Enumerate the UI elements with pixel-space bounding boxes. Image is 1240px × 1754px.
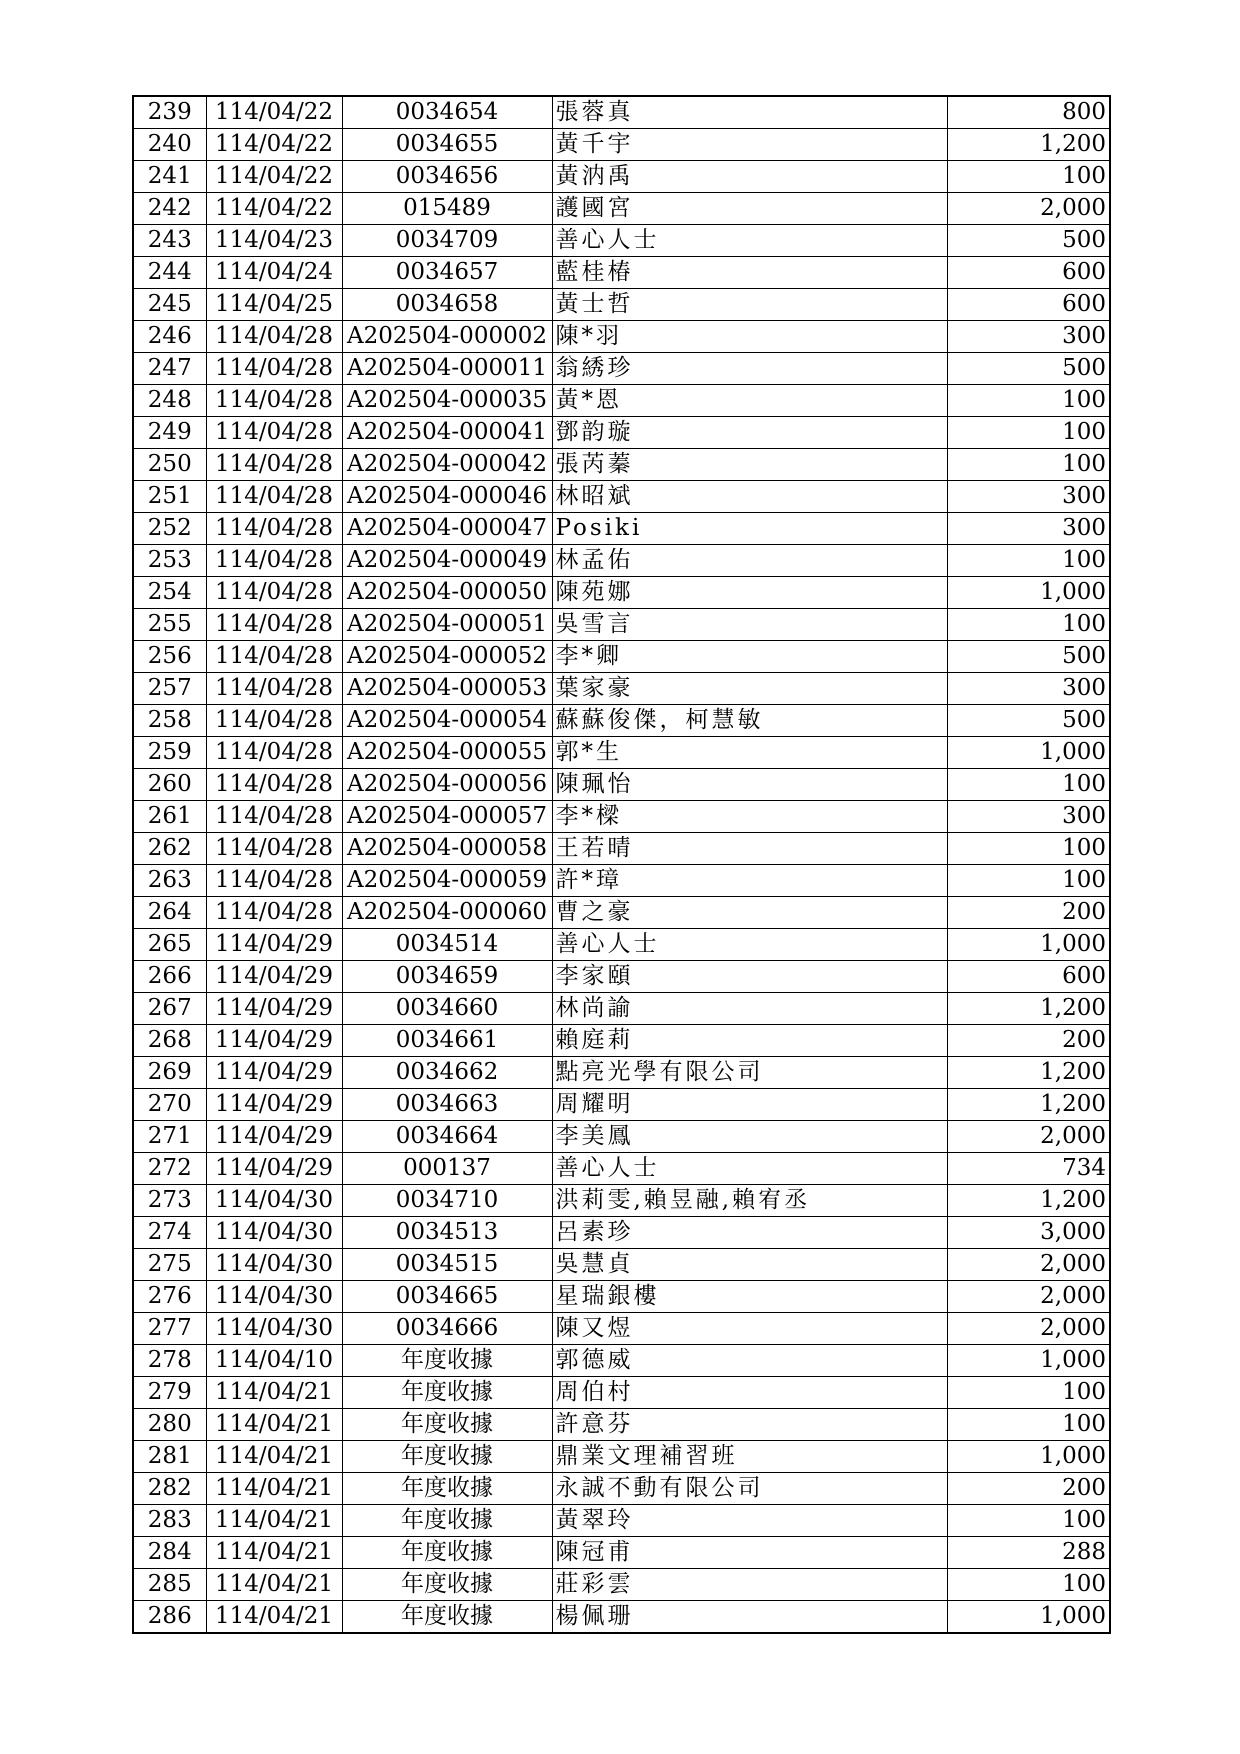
table-row <box>133 769 1110 801</box>
donor-name-cell: 黃翠玲 <box>552 1505 947 1537</box>
amount-cell: 300 <box>947 481 1110 513</box>
donor-name-cell: 許*璋 <box>552 865 947 897</box>
amount-cell: 1,000 <box>947 1601 1110 1634</box>
amount-cell: 1,000 <box>947 929 1110 961</box>
date-cell: 114/04/28 <box>206 737 342 769</box>
row-number-cell: 279 <box>133 1377 206 1409</box>
table-row <box>133 833 1110 865</box>
donor-name-cell: Posiki <box>552 513 947 545</box>
donor-name-cell: 陳*羽 <box>552 321 947 353</box>
date-cell: 114/04/28 <box>206 481 342 513</box>
donor-name-cell: 黃汭禹 <box>552 161 947 193</box>
date-cell: 114/04/21 <box>206 1441 342 1473</box>
amount-cell: 3,000 <box>947 1217 1110 1249</box>
row-number-cell: 242 <box>133 193 206 225</box>
receipt-number-cell: A202504-000054 <box>342 705 552 737</box>
donor-name-cell: 陳又煜 <box>552 1313 947 1345</box>
donor-name-cell: 善心人士 <box>552 929 947 961</box>
table-row <box>133 801 1110 833</box>
row-number-cell: 243 <box>133 225 206 257</box>
date-cell: 114/04/29 <box>206 1153 342 1185</box>
row-number-cell: 275 <box>133 1249 206 1281</box>
date-cell: 114/04/29 <box>206 1121 342 1153</box>
amount-cell: 100 <box>947 449 1110 481</box>
receipt-number-cell: 年度收據 <box>342 1537 552 1569</box>
amount-cell: 100 <box>947 609 1110 641</box>
amount-cell: 100 <box>947 161 1110 193</box>
table-row <box>133 449 1110 481</box>
receipt-number-cell: 0034660 <box>342 993 552 1025</box>
amount-cell: 1,000 <box>947 1345 1110 1377</box>
date-cell: 114/04/28 <box>206 673 342 705</box>
date-cell: 114/04/25 <box>206 289 342 321</box>
amount-cell: 100 <box>947 865 1110 897</box>
donor-name-cell: 莊彩雲 <box>552 1569 947 1601</box>
row-number-cell: 266 <box>133 961 206 993</box>
date-cell: 114/04/10 <box>206 1345 342 1377</box>
receipt-number-cell: A202504-000057 <box>342 801 552 833</box>
donor-name-cell: 護國宮 <box>552 193 947 225</box>
table-row <box>133 1409 1110 1441</box>
table-row <box>133 1217 1110 1249</box>
amount-cell: 2,000 <box>947 1281 1110 1313</box>
row-number-cell: 269 <box>133 1057 206 1089</box>
donor-name-cell: 呂素珍 <box>552 1217 947 1249</box>
date-cell: 114/04/29 <box>206 961 342 993</box>
row-number-cell: 273 <box>133 1185 206 1217</box>
row-number-cell: 260 <box>133 769 206 801</box>
row-number-cell: 258 <box>133 705 206 737</box>
table-row <box>133 897 1110 929</box>
table-row <box>133 1281 1110 1313</box>
row-number-cell: 270 <box>133 1089 206 1121</box>
amount-cell: 100 <box>947 385 1110 417</box>
amount-cell: 100 <box>947 1409 1110 1441</box>
donor-name-cell: 楊佩珊 <box>552 1601 947 1634</box>
date-cell: 114/04/21 <box>206 1601 342 1634</box>
amount-cell: 100 <box>947 417 1110 449</box>
amount-cell: 800 <box>947 96 1110 129</box>
amount-cell: 1,200 <box>947 1185 1110 1217</box>
donor-name-cell: 葉家豪 <box>552 673 947 705</box>
row-number-cell: 271 <box>133 1121 206 1153</box>
table-row <box>133 1249 1110 1281</box>
donor-name-cell: 翁綉珍 <box>552 353 947 385</box>
amount-cell: 1,200 <box>947 129 1110 161</box>
amount-cell: 200 <box>947 1025 1110 1057</box>
table-row <box>133 193 1110 225</box>
table-row <box>133 289 1110 321</box>
date-cell: 114/04/30 <box>206 1281 342 1313</box>
table-row <box>133 1313 1110 1345</box>
date-cell: 114/04/29 <box>206 1025 342 1057</box>
receipt-number-cell: 年度收據 <box>342 1409 552 1441</box>
donor-name-cell: 郭*生 <box>552 737 947 769</box>
date-cell: 114/04/21 <box>206 1473 342 1505</box>
date-cell: 114/04/28 <box>206 449 342 481</box>
amount-cell: 1,000 <box>947 1441 1110 1473</box>
row-number-cell: 263 <box>133 865 206 897</box>
receipt-number-cell: A202504-000002 <box>342 321 552 353</box>
receipt-number-cell: 年度收據 <box>342 1505 552 1537</box>
donor-name-cell: 鼎業文理補習班 <box>552 1441 947 1473</box>
donor-name-cell: 黃*恩 <box>552 385 947 417</box>
receipt-number-cell: A202504-000052 <box>342 641 552 673</box>
table-row <box>133 993 1110 1025</box>
receipt-number-cell: 0034513 <box>342 1217 552 1249</box>
receipt-number-cell: 0034662 <box>342 1057 552 1089</box>
date-cell: 114/04/22 <box>206 161 342 193</box>
donor-name-cell: 曹之豪 <box>552 897 947 929</box>
row-number-cell: 268 <box>133 1025 206 1057</box>
receipt-number-cell: A202504-000047 <box>342 513 552 545</box>
donor-name-cell: 星瑞銀樓 <box>552 1281 947 1313</box>
table-row <box>133 321 1110 353</box>
receipt-number-cell: 年度收據 <box>342 1441 552 1473</box>
table-row <box>133 673 1110 705</box>
amount-cell: 1,200 <box>947 993 1110 1025</box>
row-number-cell: 281 <box>133 1441 206 1473</box>
table-row <box>133 1569 1110 1601</box>
receipt-number-cell: 015489 <box>342 193 552 225</box>
date-cell: 114/04/21 <box>206 1537 342 1569</box>
donor-name-cell: 周伯村 <box>552 1377 947 1409</box>
date-cell: 114/04/22 <box>206 193 342 225</box>
receipt-number-cell: 0034658 <box>342 289 552 321</box>
date-cell: 114/04/28 <box>206 609 342 641</box>
donor-name-cell: 李*卿 <box>552 641 947 673</box>
donor-name-cell: 李*樑 <box>552 801 947 833</box>
donor-name-cell: 林尚諭 <box>552 993 947 1025</box>
receipt-number-cell: 年度收據 <box>342 1377 552 1409</box>
donor-name-cell: 黃千宇 <box>552 129 947 161</box>
table-row <box>133 353 1110 385</box>
amount-cell: 300 <box>947 321 1110 353</box>
donor-name-cell: 林昭斌 <box>552 481 947 513</box>
amount-cell: 2,000 <box>947 1121 1110 1153</box>
receipt-number-cell: A202504-000058 <box>342 833 552 865</box>
table-row <box>133 1377 1110 1409</box>
donor-name-cell: 李美鳳 <box>552 1121 947 1153</box>
date-cell: 114/04/29 <box>206 993 342 1025</box>
receipt-number-cell: 0034656 <box>342 161 552 193</box>
date-cell: 114/04/21 <box>206 1569 342 1601</box>
table-row <box>133 1057 1110 1089</box>
table-row <box>133 545 1110 577</box>
date-cell: 114/04/28 <box>206 385 342 417</box>
donor-name-cell: 陳苑娜 <box>552 577 947 609</box>
row-number-cell: 277 <box>133 1313 206 1345</box>
receipt-number-cell: A202504-000059 <box>342 865 552 897</box>
date-cell: 114/04/28 <box>206 705 342 737</box>
table-row <box>133 1345 1110 1377</box>
receipt-number-cell: 0034657 <box>342 257 552 289</box>
table-row <box>133 417 1110 449</box>
row-number-cell: 276 <box>133 1281 206 1313</box>
donor-name-cell: 賴庭莉 <box>552 1025 947 1057</box>
date-cell: 114/04/28 <box>206 577 342 609</box>
table-row <box>133 225 1110 257</box>
row-number-cell: 252 <box>133 513 206 545</box>
donor-name-cell: 吳慧貞 <box>552 1249 947 1281</box>
date-cell: 114/04/30 <box>206 1217 342 1249</box>
donor-name-cell: 張蓉真 <box>552 96 947 129</box>
table-row <box>133 161 1110 193</box>
date-cell: 114/04/30 <box>206 1185 342 1217</box>
table-row <box>133 577 1110 609</box>
amount-cell: 200 <box>947 897 1110 929</box>
date-cell: 114/04/23 <box>206 225 342 257</box>
row-number-cell: 240 <box>133 129 206 161</box>
donor-name-cell: 林孟佑 <box>552 545 947 577</box>
amount-cell: 100 <box>947 1569 1110 1601</box>
table-row <box>133 929 1110 961</box>
date-cell: 114/04/28 <box>206 833 342 865</box>
date-cell: 114/04/28 <box>206 545 342 577</box>
row-number-cell: 245 <box>133 289 206 321</box>
receipt-number-cell: 0034666 <box>342 1313 552 1345</box>
donor-name-cell: 蘇蘇俊傑，柯慧敏 <box>552 705 947 737</box>
donor-name-cell: 陳冠甫 <box>552 1537 947 1569</box>
table-row <box>133 385 1110 417</box>
row-number-cell: 249 <box>133 417 206 449</box>
date-cell: 114/04/22 <box>206 129 342 161</box>
row-number-cell: 285 <box>133 1569 206 1601</box>
row-number-cell: 261 <box>133 801 206 833</box>
amount-cell: 100 <box>947 1377 1110 1409</box>
table-row <box>133 641 1110 673</box>
date-cell: 114/04/28 <box>206 513 342 545</box>
amount-cell: 734 <box>947 1153 1110 1185</box>
row-number-cell: 254 <box>133 577 206 609</box>
table-row <box>133 961 1110 993</box>
row-number-cell: 284 <box>133 1537 206 1569</box>
donor-name-cell: 王若晴 <box>552 833 947 865</box>
amount-cell: 500 <box>947 353 1110 385</box>
table-row <box>133 865 1110 897</box>
table-row <box>133 1153 1110 1185</box>
donor-name-cell: 張芮蓁 <box>552 449 947 481</box>
table-row <box>133 481 1110 513</box>
donor-name-cell: 洪莉雯,賴昱融,賴宥丞 <box>552 1185 947 1217</box>
date-cell: 114/04/21 <box>206 1377 342 1409</box>
receipt-number-cell: 年度收據 <box>342 1473 552 1505</box>
receipt-number-cell: 0034664 <box>342 1121 552 1153</box>
receipt-number-cell: A202504-000041 <box>342 417 552 449</box>
donor-name-cell: 善心人士 <box>552 225 947 257</box>
amount-cell: 2,000 <box>947 1313 1110 1345</box>
amount-cell: 200 <box>947 1473 1110 1505</box>
donor-name-cell: 點亮光學有限公司 <box>552 1057 947 1089</box>
table-row <box>133 1473 1110 1505</box>
table-row <box>133 1601 1110 1634</box>
donor-name-cell: 善心人士 <box>552 1153 947 1185</box>
row-number-cell: 272 <box>133 1153 206 1185</box>
amount-cell: 500 <box>947 225 1110 257</box>
amount-cell: 600 <box>947 257 1110 289</box>
row-number-cell: 278 <box>133 1345 206 1377</box>
date-cell: 114/04/28 <box>206 641 342 673</box>
amount-cell: 300 <box>947 801 1110 833</box>
row-number-cell: 253 <box>133 545 206 577</box>
row-number-cell: 255 <box>133 609 206 641</box>
donor-name-cell: 周耀明 <box>552 1089 947 1121</box>
amount-cell: 1,200 <box>947 1089 1110 1121</box>
amount-cell: 500 <box>947 641 1110 673</box>
receipt-number-cell: A202504-000060 <box>342 897 552 929</box>
table-row <box>133 1505 1110 1537</box>
date-cell: 114/04/29 <box>206 929 342 961</box>
row-number-cell: 265 <box>133 929 206 961</box>
amount-cell: 300 <box>947 513 1110 545</box>
date-cell: 114/04/29 <box>206 1089 342 1121</box>
row-number-cell: 282 <box>133 1473 206 1505</box>
receipt-number-cell: A202504-000056 <box>342 769 552 801</box>
receipt-number-cell: A202504-000051 <box>342 609 552 641</box>
amount-cell: 100 <box>947 769 1110 801</box>
row-number-cell: 256 <box>133 641 206 673</box>
donor-name-cell: 永誠不動有限公司 <box>552 1473 947 1505</box>
row-number-cell: 257 <box>133 673 206 705</box>
receipt-number-cell: A202504-000035 <box>342 385 552 417</box>
donor-name-cell: 黃士哲 <box>552 289 947 321</box>
row-number-cell: 241 <box>133 161 206 193</box>
row-number-cell: 250 <box>133 449 206 481</box>
amount-cell: 600 <box>947 961 1110 993</box>
date-cell: 114/04/28 <box>206 769 342 801</box>
date-cell: 114/04/22 <box>206 96 342 129</box>
row-number-cell: 239 <box>133 96 206 129</box>
receipt-number-cell: 年度收據 <box>342 1601 552 1634</box>
donor-name-cell: 藍桂椿 <box>552 257 947 289</box>
receipt-number-cell: 年度收據 <box>342 1345 552 1377</box>
table-row <box>133 1089 1110 1121</box>
row-number-cell: 248 <box>133 385 206 417</box>
row-number-cell: 247 <box>133 353 206 385</box>
amount-cell: 2,000 <box>947 193 1110 225</box>
receipt-number-cell: 0034710 <box>342 1185 552 1217</box>
date-cell: 114/04/30 <box>206 1249 342 1281</box>
donor-name-cell: 郭德威 <box>552 1345 947 1377</box>
date-cell: 114/04/24 <box>206 257 342 289</box>
receipt-number-cell: 0034659 <box>342 961 552 993</box>
table-row <box>133 737 1110 769</box>
row-number-cell: 286 <box>133 1601 206 1634</box>
table-row <box>133 1441 1110 1473</box>
row-number-cell: 267 <box>133 993 206 1025</box>
row-number-cell: 274 <box>133 1217 206 1249</box>
row-number-cell: 264 <box>133 897 206 929</box>
receipt-number-cell: 0034661 <box>342 1025 552 1057</box>
row-number-cell: 283 <box>133 1505 206 1537</box>
donor-name-cell: 許意芬 <box>552 1409 947 1441</box>
amount-cell: 300 <box>947 673 1110 705</box>
amount-cell: 1,200 <box>947 1057 1110 1089</box>
amount-cell: 600 <box>947 289 1110 321</box>
row-number-cell: 244 <box>133 257 206 289</box>
table-row <box>133 1185 1110 1217</box>
amount-cell: 100 <box>947 545 1110 577</box>
date-cell: 114/04/28 <box>206 897 342 929</box>
receipt-number-cell: A202504-000046 <box>342 481 552 513</box>
receipt-number-cell: A202504-000049 <box>342 545 552 577</box>
table-row <box>133 705 1110 737</box>
table-row <box>133 1121 1110 1153</box>
receipt-number-cell: A202504-000042 <box>342 449 552 481</box>
receipt-number-cell: A202504-000050 <box>342 577 552 609</box>
date-cell: 114/04/29 <box>206 1057 342 1089</box>
row-number-cell: 280 <box>133 1409 206 1441</box>
table-row <box>133 96 1110 129</box>
receipt-number-cell: 年度收據 <box>342 1569 552 1601</box>
amount-cell: 100 <box>947 1505 1110 1537</box>
date-cell: 114/04/21 <box>206 1409 342 1441</box>
receipt-number-cell: A202504-000055 <box>342 737 552 769</box>
date-cell: 114/04/30 <box>206 1313 342 1345</box>
date-cell: 114/04/28 <box>206 417 342 449</box>
table-row <box>133 257 1110 289</box>
receipt-number-cell: 0034655 <box>342 129 552 161</box>
donation-table-body <box>133 96 1110 1633</box>
date-cell: 114/04/28 <box>206 353 342 385</box>
receipt-number-cell: A202504-000053 <box>342 673 552 705</box>
receipt-number-cell: 0034514 <box>342 929 552 961</box>
receipt-number-cell: 0034663 <box>342 1089 552 1121</box>
table-row <box>133 609 1110 641</box>
amount-cell: 1,000 <box>947 737 1110 769</box>
donor-name-cell: 鄧韵璇 <box>552 417 947 449</box>
row-number-cell: 259 <box>133 737 206 769</box>
row-number-cell: 246 <box>133 321 206 353</box>
table-row <box>133 1537 1110 1569</box>
amount-cell: 2,000 <box>947 1249 1110 1281</box>
donor-name-cell: 李家頤 <box>552 961 947 993</box>
date-cell: 114/04/28 <box>206 321 342 353</box>
receipt-number-cell: 000137 <box>342 1153 552 1185</box>
amount-cell: 288 <box>947 1537 1110 1569</box>
receipt-number-cell: 0034665 <box>342 1281 552 1313</box>
date-cell: 114/04/21 <box>206 1505 342 1537</box>
receipt-number-cell: 0034709 <box>342 225 552 257</box>
donor-name-cell: 陳珮怡 <box>552 769 947 801</box>
receipt-number-cell: A202504-000011 <box>342 353 552 385</box>
amount-cell: 1,000 <box>947 577 1110 609</box>
donor-name-cell: 吳雪言 <box>552 609 947 641</box>
receipt-number-cell: 0034515 <box>342 1249 552 1281</box>
donation-table <box>132 95 1111 1634</box>
table-row <box>133 129 1110 161</box>
date-cell: 114/04/28 <box>206 865 342 897</box>
amount-cell: 500 <box>947 705 1110 737</box>
row-number-cell: 251 <box>133 481 206 513</box>
date-cell: 114/04/28 <box>206 801 342 833</box>
receipt-number-cell: 0034654 <box>342 96 552 129</box>
amount-cell: 100 <box>947 833 1110 865</box>
table-row <box>133 1025 1110 1057</box>
table-row <box>133 513 1110 545</box>
row-number-cell: 262 <box>133 833 206 865</box>
